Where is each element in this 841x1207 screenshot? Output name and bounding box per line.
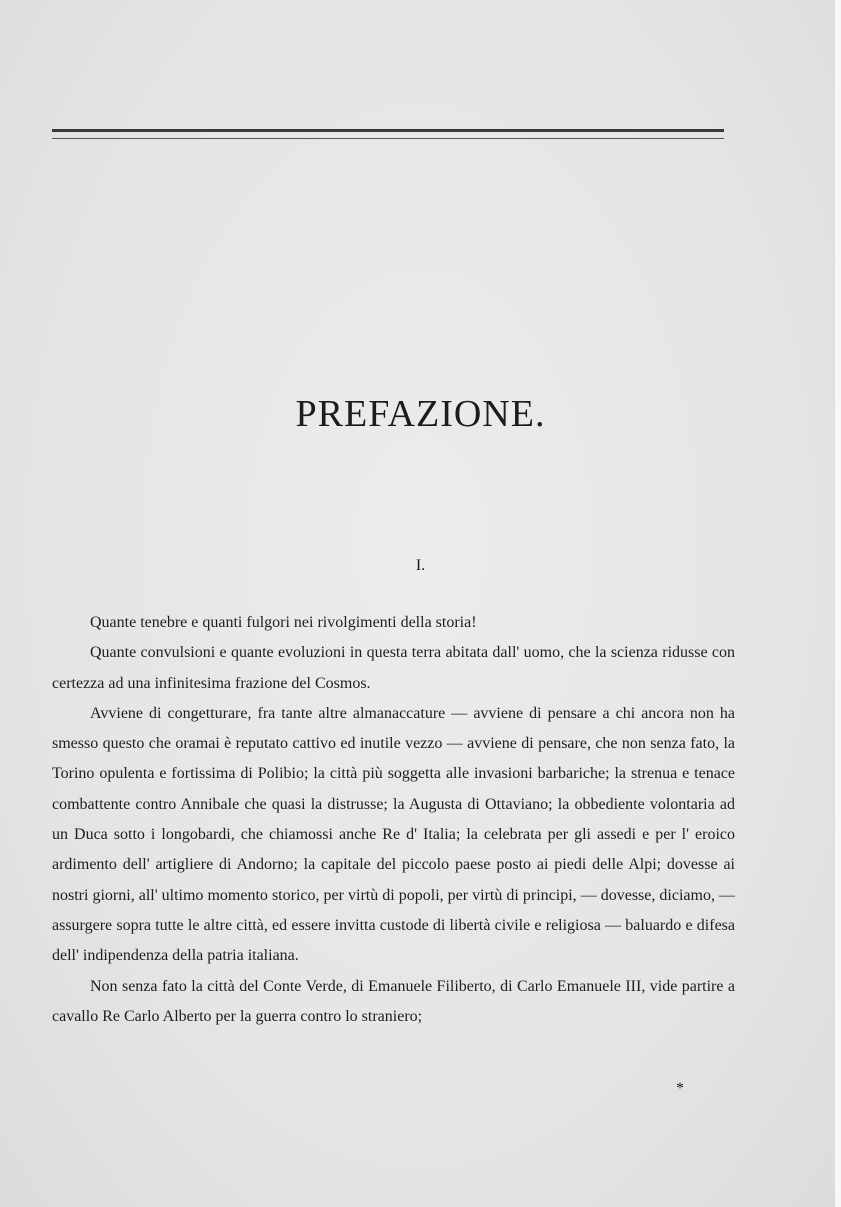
- header-rule-thick: [52, 129, 724, 132]
- paragraph: Quante convulsioni e quante evoluzioni in questa terra abitata dall' uomo, che la scienza ridusse con certezza ad una infinitesima frazione del Cosmos.: [52, 644, 735, 692]
- paragraph: Non senza fato la città del Conte Verde, di Emanuele Filiberto, di Carlo Emanuele III, vide partire a cavallo Re Carlo Alberto per la guerra contro lo straniero;: [52, 977, 735, 1025]
- paragraph: Quante tenebre e quanti fulgori nei rivolgimenti della storia!: [90, 614, 477, 631]
- section-number: I.: [415, 557, 426, 574]
- page-edge: [835, 0, 841, 1207]
- signature-mark: *: [676, 1080, 684, 1097]
- header-rule-thin: [52, 138, 724, 139]
- page-title: PREFAZIONE.: [295, 393, 546, 435]
- body-text: [52, 608, 735, 1032]
- paragraph: Avviene di congetturare, fra tante altre almanaccature — avviene di pensare a chi ancora non ha smesso questo che oramai è reputato cattivo ed inutile vezzo — avviene di pensare, che non senza fato, la Torino opulenta e fortissima di Polibio; la città più soggetta alle invasioni barbariche; la strenua e tenace combattente contro Annibale che quasi la distrusse; la Augusta di Ottaviano; la obbediente volontaria ad un Duca sotto i longobardi, che chiamossi anche Re d' Italia; la celebrata per gli assedi e per l' eroico ardimento dell' artigliere di Andorno; la capitale del piccolo paese posto ai piedi delle Alpi; dovesse ai nostri giorni, all' ultimo momento storico, per virtù di popoli, per virtù di principi, — dovesse, diciamo, — assurgere sopra tutte le altre città, ed essere invitta custode di libertà civile e religiosa — baluardo e difesa dell' indipendenza della patria italiana.: [52, 704, 735, 965]
